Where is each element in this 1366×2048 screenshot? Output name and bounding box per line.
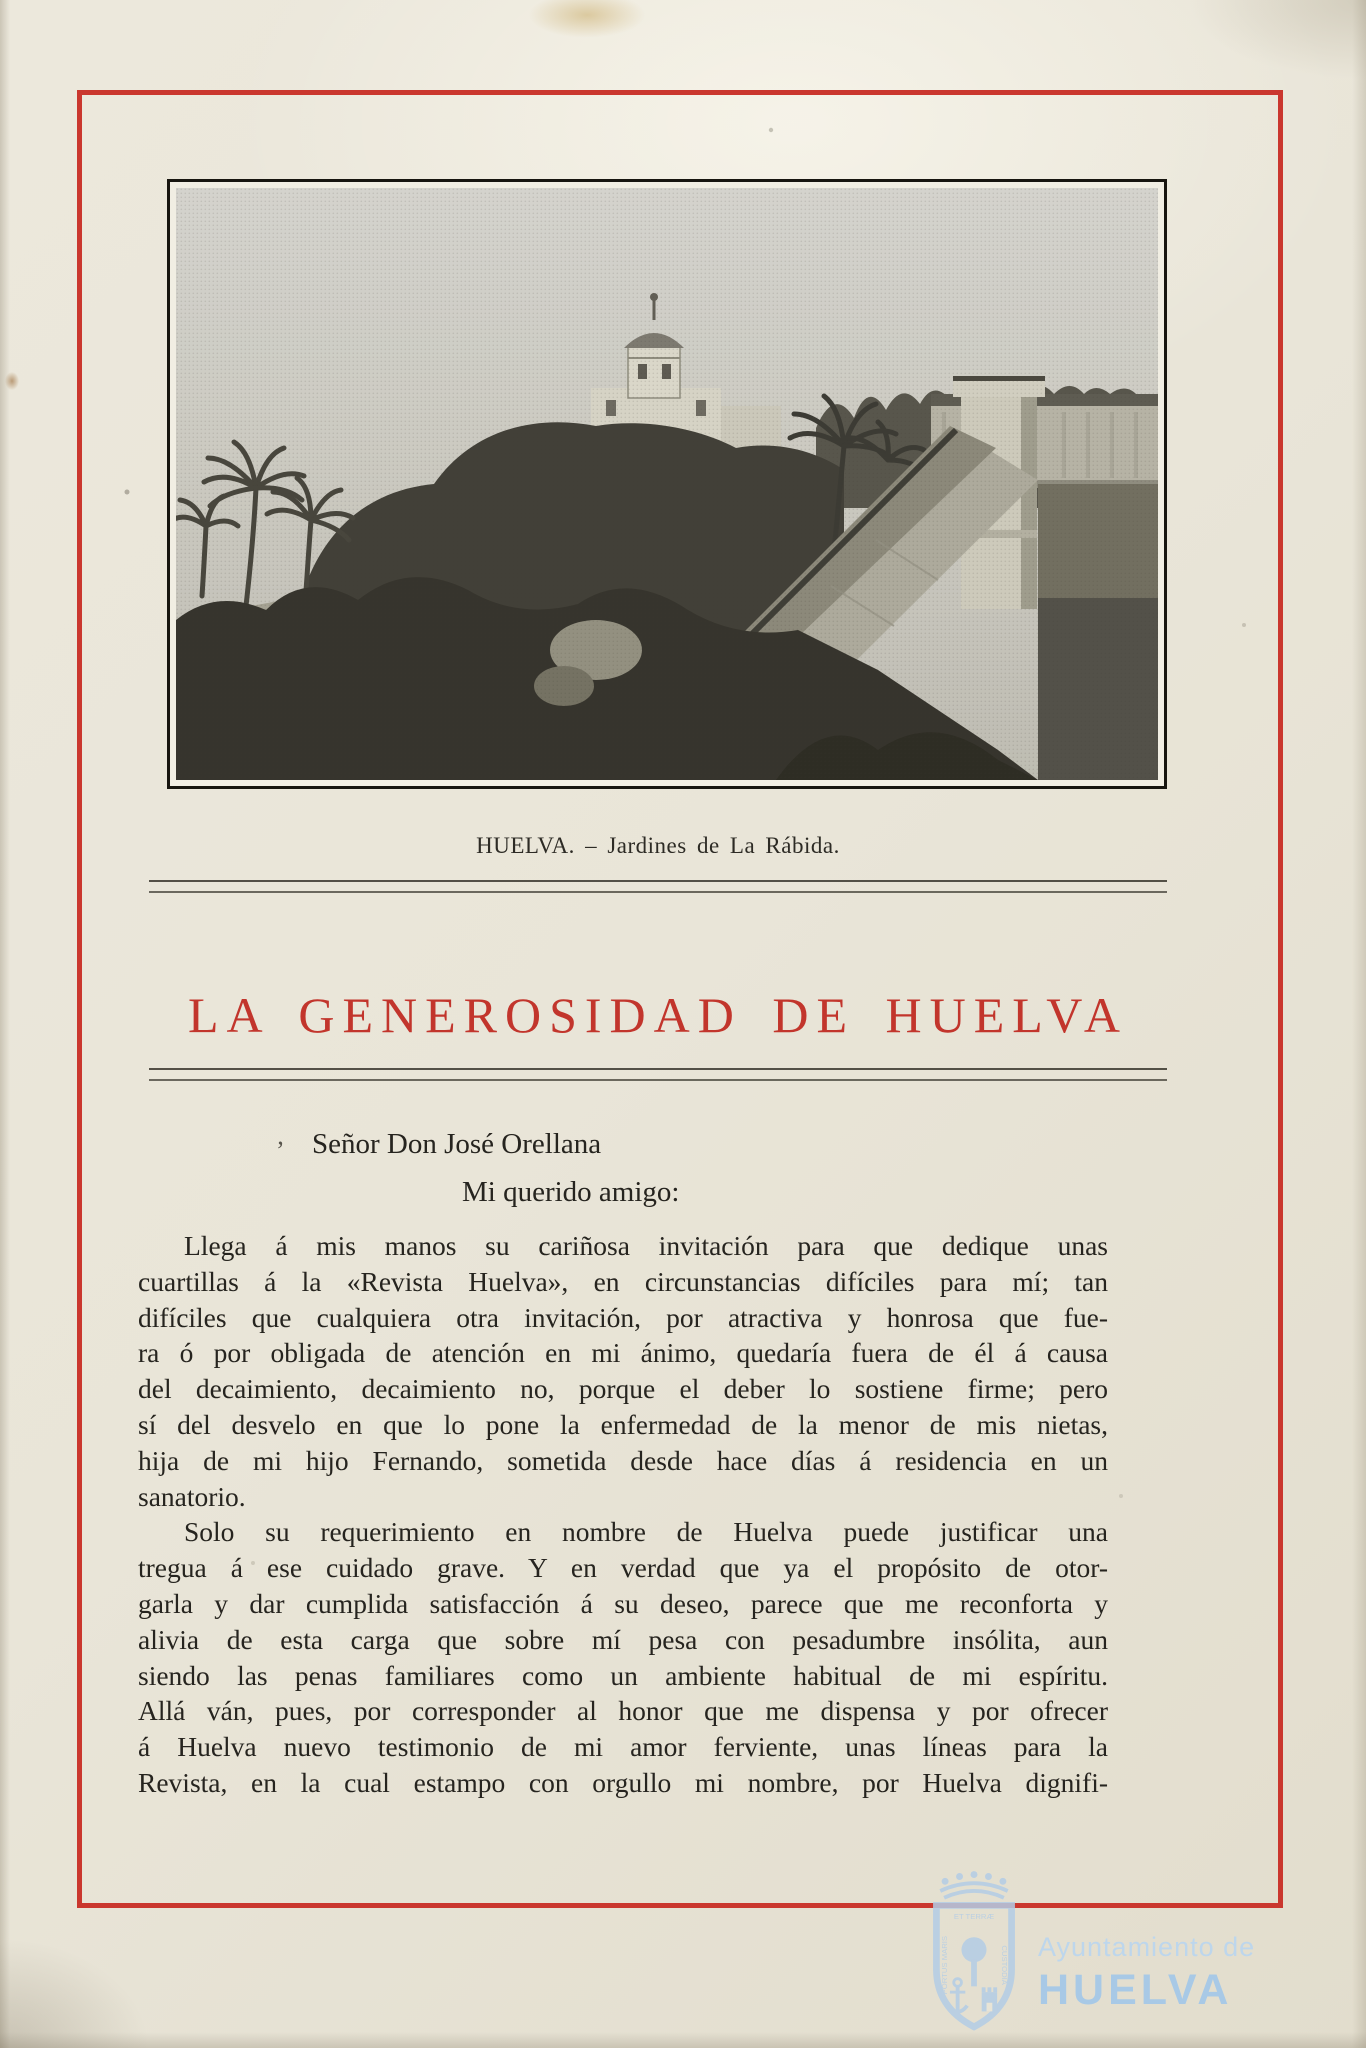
crest-motto-left: PORTUS MARIS	[940, 1935, 950, 1995]
photo-caption: HUELVA. – Jardines de La Rábida.	[476, 833, 840, 858]
stray-ink-mark: ’	[276, 1136, 285, 1165]
watermark-city: HUELVA	[1038, 1966, 1233, 2014]
paper-edge-shade	[1352, 0, 1366, 2048]
body-line: siendo las penas familiares como un ambiente habitual de mi espíritu.	[138, 1659, 1108, 1691]
paper-stain	[5, 372, 19, 390]
paper-corner-shade	[1186, 0, 1366, 80]
salutation-greeting: Mi querido amigo:	[462, 1176, 680, 1208]
watermark	[1038, 1932, 1255, 2015]
paper-corner-shade	[0, 1938, 150, 2048]
body-line: tregua á ese cuidado grave. Y en verdad que ya el propósito de otor-	[138, 1552, 1108, 1584]
body-line: sí del desvelo en que lo pone la enfermedad de la menor de mis nietas,	[138, 1408, 1108, 1440]
body-line: á Huelva nuevo testimonio de mi amor ferviente, unas líneas para la	[138, 1731, 1108, 1763]
body-line: Allá ván, pues, por corresponder al honor que me dispensa y por ofrecer	[138, 1695, 1108, 1727]
crest-motto-top: ET TERRÆ	[953, 1911, 995, 1921]
body-line: Llega á mis manos su cariñosa invitación para que dedique unas	[184, 1230, 1108, 1261]
body-line: alivia de esta carga que sobre mí pesa con pesadumbre insólita, aun	[138, 1623, 1108, 1655]
paper-edge-shade	[0, 2032, 1366, 2048]
crest-motto-right: CUSTODIA	[999, 1945, 1009, 1985]
body-line: cuartillas á la «Revista Huelva», en circunstancias difíciles para mí; tan	[138, 1265, 1108, 1297]
body-line: Solo su requerimiento en nombre de Huelva puede justificar una	[184, 1516, 1108, 1548]
article-title: LA GENEROSIDAD DE HUELVA	[187, 987, 1129, 1043]
watermark-org: Ayuntamiento de	[1038, 1932, 1256, 1962]
salutation-recipient: Señor Don José Orellana	[312, 1128, 602, 1160]
body-line: hija de mi hijo Fernando, sometida desde hace días á residencia en un	[138, 1444, 1108, 1476]
double-rule-title	[149, 1068, 1167, 1081]
body-line: Revista, en la cual estampo con orgullo mi nombre, por Huelva dignifi-	[138, 1766, 1108, 1798]
body-line: garla y dar cumplida satisfacción á su deseo, parece que me reconforta y	[138, 1587, 1108, 1619]
garden-photo-illustration	[176, 188, 1158, 780]
photo-jardines-la-rabida	[167, 179, 1167, 789]
paper-specks	[0, 0, 2, 2]
paper-stain	[528, 0, 646, 38]
article-body	[138, 1228, 1108, 1801]
body-line: sanatorio.	[138, 1480, 246, 1512]
body-line: ra ó por obligada de atención en mi ánimo, quedaría fuera de él á causa	[138, 1337, 1108, 1369]
double-rule-caption	[149, 880, 1167, 893]
body-line: difíciles que cualquiera otra invitación, por atractiva y honrosa que fue-	[138, 1301, 1108, 1333]
huelva-crest-icon	[921, 1866, 1027, 2046]
body-line: del decaimiento, decaimiento no, porque el deber lo sostiene firme; pero	[138, 1373, 1108, 1405]
paper-edge-shade	[0, 0, 10, 2048]
